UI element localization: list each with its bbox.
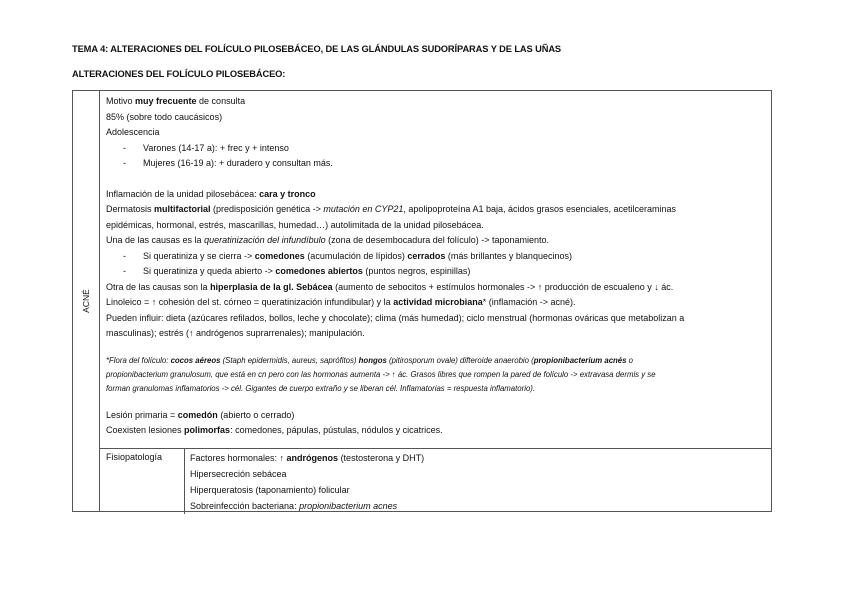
row-label-acne: ACNÉ bbox=[81, 289, 91, 313]
footnote-line: propionibacterium granulosum, que está en cn pero con las hormonas aumenta -> ↑ ác. Grasos libres que rompen la pared de folículo -> extravasa dermis y se bbox=[106, 369, 656, 379]
list-item: Sobreinfección bacteriana: propionibacterium acnes bbox=[190, 501, 398, 511]
text-line: Una de las causas es la queratinización del infundíbulo (zona de desembocadura del folículo) -> taponamiento. bbox=[106, 235, 550, 245]
fisiopatologia-row bbox=[100, 448, 771, 513]
text-line: epidémicas, hormonal, estrés, mascarillas, humedad…) autolimitada de la unidad pilosebácea. bbox=[106, 219, 484, 230]
list-item: Hiperqueratosis (taponamiento) folicular bbox=[190, 485, 350, 495]
list-item: - Mujeres (16-19 a): + duradero y consultan más. bbox=[123, 158, 333, 168]
list-item: - Varones (14-17 a): + frec y + intenso bbox=[123, 142, 289, 153]
section-heading: ALTERACIONES DEL FOLÍCULO PILOSEBÁCEO: bbox=[72, 69, 286, 79]
list-item: Factores hormonales: ↑ andrógenos (testosterona y DHT) bbox=[190, 453, 425, 463]
list-item: - Si queratiniza y se cierra -> comedones (acumulación de lípidos) cerrados (más brillantes y blanquecinos) bbox=[123, 250, 572, 261]
fisiopatologia-label: Fisiopatología bbox=[106, 452, 163, 462]
text-line: Lesión primaria = comedón (abierto o cerrado) bbox=[106, 409, 295, 420]
footnote-line: forman granulomas inflamatorios -> cél. Gigantes de cuerpo extraño y se liberan cél. Inflamatorias = respuesta inflamatorio). bbox=[106, 383, 536, 393]
acne-table bbox=[72, 90, 772, 512]
text-line: Dermatosis multifactorial (predisposición genética -> mutación en CYP21, apolipoproteína A1 baja, ácidos grasos esenciales, acetilceraminas bbox=[106, 204, 677, 214]
text-line: Linoleico = ↑ cohesión del st. córneo = queratinización infundibular) y la actividad microbiana* (inflamación -> acné). bbox=[106, 297, 576, 307]
row-label-cell bbox=[73, 91, 100, 511]
text-line: Inflamación de la unidad pilosebácea: cara y tronco bbox=[106, 188, 316, 199]
text-line: Adolescencia bbox=[106, 127, 160, 137]
footnote-line: *Flora del folículo: cocos aéreos (Staph epidermidis, aureus, saprófitos) hongos (pitirosporum ovale) difteroide anaerobio (propionibacterium acnés o bbox=[106, 355, 633, 365]
acne-content bbox=[106, 94, 766, 439]
text-line: Coexisten lesiones polimorfas: comedones, pápulas, pústulas, nódulos y cicatrices. bbox=[106, 425, 443, 435]
text-line: masculinas); estrés (↑ andrógenos suprarrenales); manipulación. bbox=[106, 328, 365, 338]
text-line: 85% (sobre todo caucásicos) bbox=[106, 111, 223, 122]
text-line: Motivo muy frecuente de consulta bbox=[106, 96, 246, 106]
text-line: Pueden influir: dieta (azúcares refilados, bollos, leche y chocolate); clima (más humedad); ciclo menstrual (hormonas ováricas que metabolizan a bbox=[106, 312, 685, 323]
fisiopatologia-content bbox=[184, 449, 424, 514]
text-line: Otra de las causas son la hiperplasia de la gl. Sebácea (aumento de sebocitos + estímulos hormonales -> ↑ producción de escualeno y ↓ ác. bbox=[106, 281, 674, 292]
list-item: - Si queratiniza y queda abierto -> comedones abiertos (puntos negros, espinillas) bbox=[123, 266, 471, 276]
document-title: TEMA 4: ALTERACIONES DEL FOLÍCULO PILOSEBÁCEO, DE LAS GLÁNDULAS SUDORÍPARAS Y DE LAS UÑAS bbox=[72, 44, 562, 54]
list-item: Hipersecreción sebácea bbox=[190, 469, 287, 479]
